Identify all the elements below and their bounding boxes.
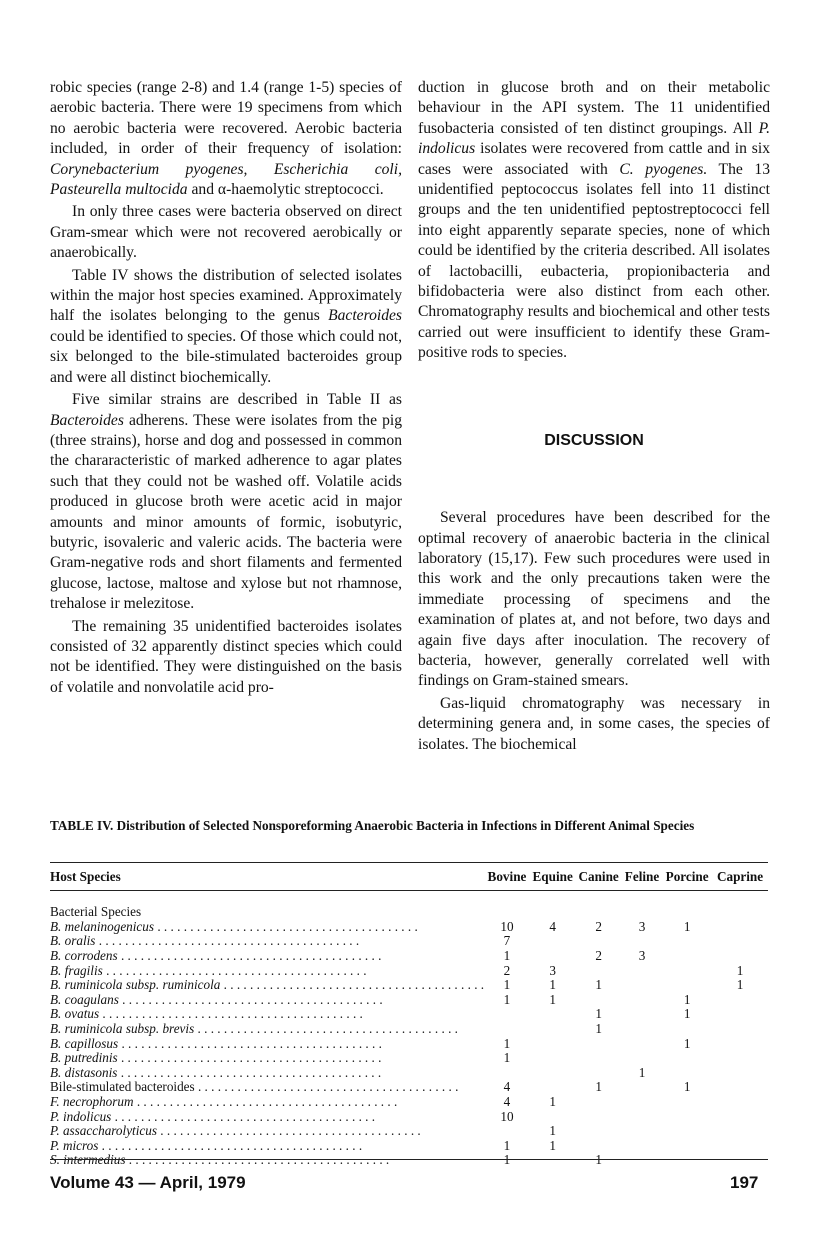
table-row: [50, 1124, 768, 1139]
table-cell: [622, 964, 662, 979]
table-cell: [662, 949, 712, 964]
leader-dots: . . . . . . . . . . . . . . . . . . . . . . . . . . . . . . . . . . . . . . . .: [194, 1021, 458, 1036]
text-run: could be identified to species. Of those which could not, six belonged to the bile-stimulated bacteroides group and were all distinct biochemically.: [50, 327, 402, 386]
species-name: [50, 1007, 484, 1022]
leader-dots: . . . . . . . . . . . . . . . . . . . . . . . . . . . . . . . . . . . . . . . .: [133, 1094, 398, 1109]
text-run: The 13 unidentified peptococcus isolates fell into 11 distinct groups and the ten unidentified peptostreptococci fell into eight apparently separate species, none of which could be identified by the criteria described. All isolates of lactobacilli, eubacteria, propionibacteria and bifidobacteria were also distinct from each other. Chromatography results and biochemical and other tests carried out were insufficient to identify these Gram-positive rods to species.: [418, 160, 770, 362]
table-cell: 1: [638, 1064, 646, 1080]
table-row: [50, 1066, 768, 1081]
species-label: B. corrodens: [50, 948, 118, 963]
species-name: [50, 1153, 484, 1168]
table-cell: [712, 993, 768, 1008]
text-run: Gas-liquid chromatography was necessary in determining genera and, in some cases, the species of isolates. The biochemical: [418, 694, 770, 753]
species-name: [50, 1080, 484, 1095]
species-name: [50, 1051, 484, 1066]
table-cell: [622, 1153, 662, 1168]
table-cell: [662, 964, 712, 979]
table-row: [50, 1051, 768, 1066]
leader-dots: . . . . . . . . . . . . . . . . . . . . . . . . . . . . . . . . . . . . . . . .: [194, 1080, 459, 1095]
table-cell: [530, 934, 576, 949]
text-run: and α-haemolytic streptococci.: [187, 181, 384, 199]
table-cell: 1: [683, 918, 691, 934]
table-cell: [575, 934, 621, 949]
species-name: [50, 1139, 484, 1154]
table-caption: TABLE IV. Distribution of Selected Nonsporeforming Anaerobic Bacteria in Infections in Different Animal Species: [50, 818, 695, 833]
table-cell: 10: [500, 918, 514, 934]
table-cell: [530, 949, 576, 964]
table-row: [50, 920, 768, 935]
leader-dots: . . . . . . . . . . . . . . . . . . . . . . . . . . . . . . . . . . . . . . . .: [220, 978, 485, 993]
table-cell: [622, 1095, 662, 1110]
species-label: B. fragilis: [50, 963, 103, 978]
text-run: adherens. These were isolates from the pig (three strains), horse and dog and possessed in common the chararacteristic of marked adherence to agar plates such that they could not be washed off. Volatile acids produced in glucose broth were acetic acid in major amounts and minor amounts of formic, isobutyric, butyric, isovaleric and valeric acids. The bacteria were Gram-negative rods and short filaments and fermented glucose, lactose, maltose and xylose but not rhamnose, trehalose ir melezitose.: [50, 411, 402, 613]
species-name: [50, 920, 484, 935]
table-cell: [622, 905, 662, 920]
table-cell: 1: [503, 1137, 511, 1153]
header-caprine: Caprine: [716, 869, 764, 884]
species-name: [50, 1124, 484, 1139]
header-host-species: Host Species: [50, 869, 121, 884]
table-cell: [530, 1037, 576, 1052]
species-label: P. indolicus: [50, 1109, 112, 1124]
table-cell: [712, 1110, 768, 1125]
table-cell: [622, 1124, 662, 1139]
leader-dots: . . . . . . . . . . . . . . . . . . . . . . . . . . . . . . . . . . . . . . . .: [102, 963, 367, 978]
left-column: [50, 78, 402, 698]
species-label: S. intermedius: [50, 1153, 126, 1168]
species-name: [50, 905, 484, 920]
table-header-row: [50, 866, 768, 890]
species-label: Bacterial Species: [50, 905, 142, 920]
table-cell: 1: [503, 947, 511, 963]
table-cell: 4: [503, 1093, 511, 1109]
leader-dots: . . . . . . . . . . . . . . . . . . . . . . . . . . . . . . . . . . . . . . . .: [118, 992, 383, 1007]
table-cell: [712, 934, 768, 949]
table-cell: [622, 993, 662, 1008]
species-label: B. coagulans: [50, 992, 119, 1007]
table-cell: [575, 1066, 621, 1081]
table-row: [50, 1095, 768, 1110]
table-cell: 1: [549, 977, 556, 993]
distribution-table: [50, 866, 768, 1168]
table-cell: [622, 978, 662, 993]
table-cell: 2: [595, 918, 602, 934]
species-label: B. ruminicola subsp. ruminicola: [50, 978, 221, 993]
page-number: 197: [730, 1173, 759, 1192]
table-row: [50, 964, 768, 979]
species-label: P. micros: [50, 1138, 99, 1153]
table-cell: [530, 1153, 576, 1168]
species-label: B. oralis: [50, 934, 96, 949]
table-cell: 1: [595, 1079, 602, 1095]
table-row: [50, 1080, 768, 1095]
table-cell: [662, 1022, 712, 1037]
table-cell: [662, 978, 712, 993]
species-label: F. necrophorum: [50, 1094, 134, 1109]
table-cell: 1: [503, 991, 511, 1007]
table-cell: [622, 1139, 662, 1154]
leader-dots: . . . . . . . . . . . . . . . . . . . . . . . . . . . . . . . . . . . . . . . .: [154, 919, 418, 934]
table-cell: 1: [595, 1006, 602, 1022]
header-equine: Equine: [532, 869, 573, 884]
table-cell: [484, 1022, 530, 1037]
text-run: P. indolicus: [418, 119, 770, 158]
table-cell: [712, 920, 768, 935]
leader-dots: . . . . . . . . . . . . . . . . . . . . . . . . . . . . . . . . . . . . . . . .: [99, 1007, 363, 1022]
table-cell: [712, 1022, 768, 1037]
text-run: The remaining 35 unidentified bacteroides isolates consisted of 32 apparently distinct species which could not be identified. They were distinguished on the basis of volatile and nonvolatile acid pro-: [50, 617, 402, 696]
table-cell: 3: [638, 947, 646, 963]
table-cell: [622, 1022, 662, 1037]
left-paragraph-3: [50, 266, 402, 388]
table-cell: 1: [683, 991, 691, 1007]
species-label: B. ovatus: [50, 1007, 100, 1022]
table-row: [50, 993, 768, 1008]
table-cell: 3: [549, 962, 556, 978]
leader-dots: . . . . . . . . . . . . . . . . . . . . . . . . . . . . . . . . . . . . . . . .: [156, 1124, 421, 1139]
leader-dots: . . . . . . . . . . . . . . . . . . . . . . . . . . . . . . . . . . . . . . . .: [117, 1051, 382, 1066]
text-run: Bacteroides: [50, 411, 124, 429]
table-row: [50, 1139, 768, 1154]
species-name: [50, 1037, 484, 1052]
leader-dots: . . . . . . . . . . . . . . . . . . . . . . . . . . . . . . . . . . . . . . . .: [95, 934, 360, 949]
table-cell: [622, 1051, 662, 1066]
header-feline: Feline: [624, 869, 660, 884]
table-cell: [575, 1051, 621, 1066]
table-row: [50, 1110, 768, 1125]
left-paragraph-2: [50, 202, 402, 263]
table-cell: [575, 1124, 621, 1139]
header-bovine: Bovine: [487, 869, 527, 884]
table-row: [50, 1153, 768, 1168]
table-body: [50, 905, 768, 1168]
table-cell: [662, 1066, 712, 1081]
table-row: [50, 1007, 768, 1022]
table-cell: [662, 1153, 712, 1168]
table-cell: [662, 1124, 712, 1139]
species-label: B. capillosus: [50, 1036, 119, 1051]
table-row: [50, 934, 768, 949]
table-cell: [662, 1095, 712, 1110]
text-run: robic species (range 2-8) and 1.4 (range 1-5) species of aerobic bacteria. There were 19 specimens from which no aerobic bacteria were recovered. Aerobic bacteria included, in order of their frequency of isolation:: [50, 79, 402, 158]
table-cell: [712, 1037, 768, 1052]
table-bottom-rule: [50, 1159, 768, 1160]
table-cell: [712, 1051, 768, 1066]
table-cell: [662, 1139, 712, 1154]
species-label: Bile-stimulated bacteroides: [50, 1080, 195, 1095]
table-cell: 1: [683, 1079, 691, 1095]
right-column: [418, 78, 770, 755]
table-row: [50, 905, 768, 920]
table-cell: [530, 1051, 576, 1066]
text-run: Five similar strains are described in Table II as: [72, 391, 402, 409]
table-cell: [484, 905, 530, 920]
table-cell: 1: [683, 1006, 691, 1022]
table-top-rule: [50, 862, 768, 863]
species-name: [50, 1022, 484, 1037]
leader-dots: . . . . . . . . . . . . . . . . . . . . . . . . . . . . . . . . . . . . . . . .: [118, 1036, 382, 1051]
table-cell: 4: [549, 918, 556, 934]
table-cell: [712, 1007, 768, 1022]
species-label: B. distasonis: [50, 1065, 118, 1080]
table-cell: 1: [549, 1123, 556, 1139]
table-cell: 1: [736, 977, 744, 993]
right-paragraph-2: [418, 508, 770, 692]
header-rule: [50, 890, 768, 905]
table-cell: [484, 1066, 530, 1081]
text-run: isolates were recovered from cattle and in six cases were associated with: [418, 140, 770, 178]
species-label: P. assaccharolyticus: [50, 1124, 157, 1139]
table-cell: 1: [503, 977, 511, 993]
table-row: [50, 1037, 768, 1052]
table-cell: [622, 1007, 662, 1022]
table-cell: [712, 1095, 768, 1110]
text-run: Corynebacterium pyogenes, Escherichia coli, Pasteurella multocida: [50, 160, 402, 199]
table-cell: 1: [503, 1050, 511, 1066]
species-name: [50, 949, 484, 964]
table-row: [50, 978, 768, 993]
table-cell: [530, 1080, 576, 1095]
leader-dots: . . . . . . . . . . . . . . . . . . . . . . . . . . . . . . . . . . . . . . . .: [111, 1109, 376, 1124]
table-cell: [662, 905, 712, 920]
header-canine: Canine: [578, 869, 619, 884]
table-row: [50, 949, 768, 964]
table-cell: 1: [736, 962, 744, 978]
table-cell: [712, 1124, 768, 1139]
right-paragraph-1: [418, 78, 770, 364]
species-name: [50, 1095, 484, 1110]
table-cell: 4: [503, 1079, 511, 1095]
left-paragraph-4: [50, 390, 402, 614]
table-cell: 2: [595, 947, 602, 963]
discussion-heading: DISCUSSION: [544, 431, 644, 449]
leader-dots: . . . . . . . . . . . . . . . . . . . . . . . . . . . . . . . . . . . . . . . .: [98, 1138, 363, 1153]
table-cell: [530, 1066, 576, 1081]
right-paragraph-3: [418, 694, 770, 755]
table-cell: [712, 1153, 768, 1168]
leader-dots: . . . . . . . . . . . . . . . . . . . . . . . . . . . . . . . . . . . . . . . .: [117, 948, 382, 963]
species-name: [50, 934, 484, 949]
table-cell: 3: [638, 918, 646, 934]
species-name: [50, 993, 484, 1008]
table-cell: [575, 964, 621, 979]
table-cell: [484, 1007, 530, 1022]
table-cell: [622, 1037, 662, 1052]
table-cell: [622, 1080, 662, 1095]
table-row: [50, 1022, 768, 1037]
table-cell: 1: [595, 977, 602, 993]
table-cell: 7: [503, 933, 511, 949]
species-name: [50, 1110, 484, 1125]
table-cell: [622, 1110, 662, 1125]
leader-dots: . . . . . . . . . . . . . . . . . . . . . . . . . . . . . . . . . . . . . . . .: [117, 1065, 382, 1080]
text-run: Bacteroides: [328, 307, 402, 325]
left-paragraph-1: [50, 78, 402, 200]
table-cell: [712, 1066, 768, 1081]
table-cell: [575, 1037, 621, 1052]
table-cell: [662, 1110, 712, 1125]
species-label: B. putredinis: [50, 1051, 118, 1066]
table-cell: 2: [503, 962, 511, 978]
table-cell: [662, 934, 712, 949]
table-cell: [575, 905, 621, 920]
header-porcine: Porcine: [665, 869, 709, 884]
species-name: [50, 1066, 484, 1081]
table-cell: 1: [549, 991, 556, 1007]
journal-volume: Volume 43 — April, 1979: [50, 1173, 246, 1192]
table-cell: [575, 993, 621, 1008]
table-cell: [484, 1124, 530, 1139]
leader-dots: . . . . . . . . . . . . . . . . . . . . . . . . . . . . . . . . . . . . . . . .: [125, 1153, 390, 1168]
table-cell: [530, 1007, 576, 1022]
species-name: [50, 964, 484, 979]
table-cell: [622, 934, 662, 949]
table-cell: [712, 1080, 768, 1095]
table-cell: 1: [549, 1137, 556, 1153]
species-name: [50, 978, 484, 993]
text-run: Table IV shows the distribution of selected isolates within the major host species examined. Approximately half the isolates belonging to the genus: [50, 266, 402, 325]
table-cell: 1: [503, 1152, 511, 1168]
text-run: duction in glucose broth and on their metabolic behaviour in the API system. The 11 unidentified fusobacteria consisted of ten distinct groupings. All: [418, 79, 770, 137]
table-cell: [712, 1139, 768, 1154]
species-label: B. melaninogenicus: [50, 919, 155, 934]
table-cell: [530, 1022, 576, 1037]
table-cell: [575, 1110, 621, 1125]
table-cell: [530, 905, 576, 920]
table-cell: [575, 1139, 621, 1154]
table-cell: [575, 1095, 621, 1110]
table-cell: [662, 1051, 712, 1066]
table-cell: 1: [549, 1093, 556, 1109]
table-cell: 1: [503, 1035, 511, 1051]
text-run: C. pyogenes.: [619, 160, 708, 178]
left-paragraph-5: [50, 617, 402, 699]
table-cell: 1: [595, 1020, 602, 1036]
table-cell: [530, 1110, 576, 1125]
species-label: B. ruminicola subsp. brevis: [50, 1021, 195, 1036]
table-cell: [712, 949, 768, 964]
table-cell: [712, 905, 768, 920]
table-cell: 10: [500, 1108, 514, 1124]
table-cell: 1: [595, 1152, 602, 1168]
text-run: Several procedures have been described for the optimal recovery of anaerobic bacteria in the clinical laboratory (15,17). Few such procedures were used in this work and the only precautions taken were the immediate processing of specimens and the examination of plates at, and not before, two days and again five days after inoculation. The recovery of bacteria, however, generally correlated well with findings on Gram-stained smears.: [418, 509, 770, 690]
table-cell: 1: [683, 1035, 691, 1051]
text-run: In only three cases were bacteria observed on direct Gram-smear which were not recovered aerobically or anaerobically.: [50, 203, 402, 262]
